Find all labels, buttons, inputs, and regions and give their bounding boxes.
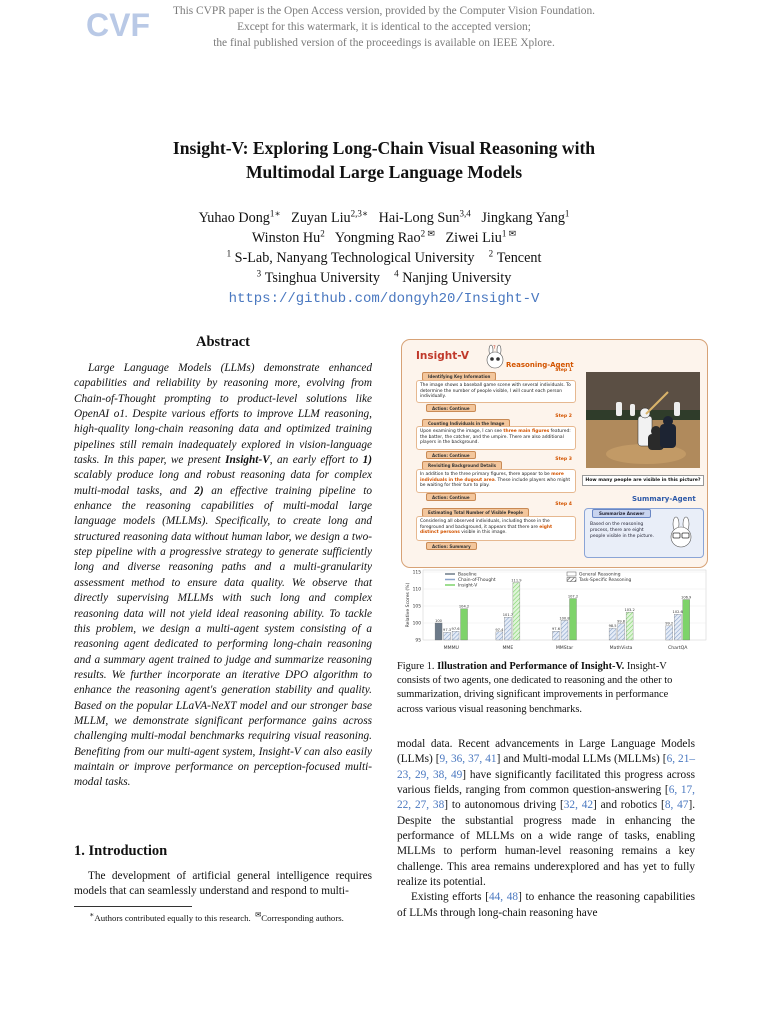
affiliation: Tsinghua University — [264, 270, 380, 286]
citation-link[interactable]: 44, 48 — [489, 891, 519, 904]
step-pill: Counting Individuals in the Image — [422, 419, 510, 428]
citation-link[interactable]: 6, 21–23, 29, 38, 49 — [397, 753, 695, 781]
x-tick-label: MMStar — [555, 646, 574, 651]
legend-label: General Reasoning — [579, 572, 621, 578]
bar-value-label: 98.5 — [608, 624, 617, 629]
affil-sup: 4 — [394, 268, 399, 279]
bar — [570, 599, 577, 640]
text-span: ] and Multi-modal LLMs (MLLMs) [ — [496, 753, 667, 766]
bar-value-label: 100 — [435, 619, 442, 623]
abstract-span: Large Language Models (LLMs) demonstrate enhanced capabilities and reliability by reasoning more, evolving from Chain-of-Thought prompting to product-level solutions like OpenAI o1. Despite various efforts to improve LLM reasoning, high-quality long-chain reasoning data and optimized training pipelines still remain inadequately explored in vision-language tasks. In this paper, we present — [74, 362, 372, 467]
bar — [513, 583, 520, 640]
affil-sup: 2 — [488, 248, 494, 259]
step-pill: Revisiting Background Details — [422, 461, 502, 470]
reasoning-agent-label: Reasoning-Agent — [506, 361, 574, 369]
intro-paragraph — [397, 890, 695, 921]
y-tick-label: 110 — [412, 587, 421, 593]
footnote-mark: ∗ — [89, 910, 95, 919]
author-sup: 1∗ — [269, 208, 281, 219]
rabbit-mascot-icon — [666, 516, 696, 550]
x-tick-label: MathVista — [609, 646, 633, 651]
author-name: Yuhao Dong — [198, 210, 270, 226]
bar-value-label: 101.7 — [502, 613, 514, 618]
bar — [609, 628, 616, 640]
y-axis-label: Relative Scores (%) — [406, 582, 411, 628]
abstract-bold: 1) — [362, 454, 372, 467]
step-action: Action: Continue — [426, 404, 476, 412]
step-action: Action: Continue — [426, 493, 476, 501]
author-block — [84, 208, 684, 309]
step-text: The image shows a baseball game scene with several individuals. To determine the number of people visible, I will count each person individually. — [420, 383, 571, 400]
figure-illustration — [401, 339, 708, 568]
section-heading-introduction: 1. Introduction — [74, 843, 168, 859]
citation-link[interactable]: 6, 17, 22, 27, 38 — [397, 784, 696, 812]
author-sup: 1 ✉ — [501, 228, 517, 239]
bar-value-label: 107.2 — [567, 594, 579, 599]
step-tag: Step 4 — [555, 502, 572, 507]
author-name: Jingkang Yang — [481, 210, 565, 226]
summary-text: Based on the reasoning process, there are eight people visible in the picture. — [590, 522, 654, 539]
affiliation: S-Lab, Nanyang Technological University — [234, 250, 475, 266]
step-action: Action: Summary — [426, 542, 477, 550]
bar-value-label: 97.6 — [551, 627, 561, 632]
step-box — [416, 516, 576, 541]
caption-label: Figure 1. — [397, 661, 435, 672]
footnote — [74, 909, 372, 924]
author-name: Zuyan Liu — [291, 210, 351, 226]
abstract-bold: Insight-V — [225, 454, 270, 467]
legend-swatch — [567, 578, 576, 582]
y-tick-label: 105 — [412, 604, 421, 610]
intro-paragraph — [397, 737, 695, 890]
bar — [553, 631, 560, 640]
author-name: Winston Hu — [251, 230, 321, 246]
summary-pill: Summarize Answer — [592, 509, 651, 518]
x-tick-label: ChartQA — [668, 646, 688, 651]
bar — [444, 632, 451, 640]
author-sup: 2,3∗ — [350, 208, 369, 219]
bar-value-label: 106.9 — [681, 595, 692, 600]
step-text: Considering all observed individuals, including those in the foreground and background, it appears that there are — [420, 519, 550, 530]
step-text: In addition to the three primary figures, there appear to be — [420, 472, 552, 477]
bar-value-label: 111.9 — [511, 578, 522, 583]
bar — [618, 624, 625, 640]
affiliations-line-2 — [84, 268, 684, 288]
author-name: Hai-Long Sun — [378, 210, 460, 226]
intro-text-right — [397, 737, 695, 921]
affiliation: Tencent — [496, 250, 542, 266]
footnote-text: Corresponding authors. — [261, 912, 344, 923]
bar — [504, 617, 511, 640]
x-tick-label: MMMU — [443, 646, 459, 651]
bar — [626, 612, 633, 640]
author-sup: 3,4 — [459, 208, 471, 219]
abstract-span: an effective training pipeline to enhance the reasoning capabilities of multi-modal large language models (MLLMs). Specifically, to create long and structured reasoning data without human labor, we design a two-step pipeline with a progressive strategy to generate sufficiently long and diverse reasoning paths and a multi-granularity assessment method to ensure data quality. We observe that directly supervising MLLMs with such long and complex reasoning data will not yield ideal reasoning ability. To tackle this problem, we design a multi-agent system consisting of a reasoning agent dedicated to performing long-chain reasoning and a summary agent trained to judge and summarize reasoning results. We further incorporate an iterative DPO algorithm to enhance the reasoning agent's generation stability and quality. Based on the popular LLaVA-NeXT model and our stronger base MLLM, we demonstrate significant performance gains across challenging multi-modal benchmarks requiring visual reasoning. Benefiting from our multi-agent system, Insight-V can also easily maintain or improve performance on perception-focused multi-modal tasks. — [74, 484, 372, 789]
step-highlight: three main figures — [503, 429, 550, 434]
step-highlight: more individuals in the dugout area — [420, 472, 564, 483]
authors-line-1 — [84, 208, 684, 228]
intro-text-left — [74, 869, 372, 900]
footnote-rule — [74, 906, 192, 907]
step-tag: Step 1 — [555, 368, 572, 373]
step-pill: Estimating Total Number of Visible People — [422, 508, 529, 517]
bar — [561, 620, 568, 640]
performance-chart — [401, 568, 708, 656]
step-text: visible in this image. — [459, 530, 507, 536]
bar-value-label: 97.4 — [495, 627, 504, 632]
step-box — [416, 469, 576, 493]
text-span: modal data. Recent advancements in Large Language Models (LLMs) [ — [397, 738, 695, 766]
author-sup: 2 — [320, 228, 325, 239]
bar — [683, 600, 690, 640]
watermark-line: This CVPR paper is the Open Access version, provided by the Computer Vision Foundation. — [172, 5, 596, 17]
cvf-logo — [84, 6, 150, 43]
watermark-line: Except for this watermark, it is identical to the accepted version; — [237, 21, 531, 33]
author-name: Ziwei Liu — [445, 230, 502, 246]
y-tick-label: 95 — [415, 638, 421, 644]
step-highlight: eight distinct persons — [420, 524, 553, 536]
affil-sup: 1 — [226, 248, 232, 259]
legend-label: Task-Specific Reasoning — [579, 578, 632, 583]
step-box — [416, 426, 576, 450]
legend-label: Chain-of-Thought — [458, 578, 496, 583]
baseball-photo — [586, 372, 700, 468]
legend-label: Insight-V — [458, 583, 478, 589]
bar-value-label: 99.8 — [617, 619, 626, 624]
abstract-heading: Abstract — [196, 334, 250, 350]
paper-title — [84, 136, 684, 184]
abstract-bold: 2) — [194, 484, 204, 497]
caption-bold: Illustration and Performance of Insight-V. — [437, 661, 625, 672]
bar-value-label: 97.6 — [451, 627, 460, 632]
text-span: ] to enhance the reasoning capabilities of LLMs through long-chain reasoning have — [397, 891, 695, 919]
author-sup: 1 — [564, 208, 570, 219]
text-span: ] to autonomous driving [ — [444, 799, 564, 812]
y-tick-label: 115 — [412, 570, 421, 576]
affil-sup: 3 — [256, 268, 262, 279]
figure-title: Insight-V — [416, 350, 469, 362]
bar — [496, 632, 503, 640]
citation-link[interactable]: 9, 36, 37, 41 — [439, 753, 497, 766]
step-tag: Step 2 — [555, 414, 572, 419]
abstract-text — [74, 361, 372, 791]
bar-value-label: 100.8 — [559, 616, 570, 621]
abstract-span: scalably produce long and robust reasoning data for complex multi-modal tasks, and — [74, 469, 372, 497]
affiliation: Nanjing University — [402, 270, 512, 286]
watermark — [150, 3, 618, 51]
mail-icon: ✉ — [255, 910, 262, 919]
y-tick-label: 100 — [412, 621, 421, 627]
step-text: . These include players who might be waiting for their turn to play. — [420, 477, 571, 489]
step-tag: Step 3 — [555, 457, 572, 462]
rabbit-mascot-icon — [484, 344, 506, 370]
bar — [435, 623, 442, 640]
bar-value-label: 104.2 — [458, 604, 470, 609]
figure-caption — [397, 660, 695, 717]
citation-link[interactable]: 8, 47 — [664, 799, 689, 812]
bar-value-label: 102.6 — [672, 610, 683, 615]
abstract-span: , an early effort to — [269, 454, 363, 467]
step-text: featured: the batter, the catcher, and the umpire. There are also additional players in the background. — [420, 429, 571, 446]
affiliations-line-1 — [84, 248, 684, 268]
x-tick-label: MME — [502, 646, 514, 651]
legend-swatch — [567, 572, 576, 576]
summary-agent-label: Summary-Agent — [632, 495, 696, 503]
github-link[interactable]: https://github.com/dongyh20/Insight-V — [228, 291, 540, 307]
cvf-logo-text: CVF — [86, 7, 150, 43]
title-line: Multimodal Large Language Models — [245, 162, 523, 182]
bar-value-label: 103.2 — [624, 608, 635, 613]
bar — [674, 614, 681, 640]
author-name: Yongming Rao — [334, 230, 421, 246]
step-action: Action: Continue — [426, 451, 476, 459]
question-box: How many people are visible in this picture? — [582, 475, 704, 486]
bar — [452, 631, 459, 640]
svg-text:?: ? — [493, 345, 496, 351]
footnote-text: Authors contributed equally to this research. — [94, 912, 251, 923]
step-box — [416, 380, 576, 403]
step-pill: Identifying Key Information — [422, 372, 496, 381]
watermark-line: the final published version of the proceedings is available on IEEE Xplore. — [213, 37, 555, 49]
text-span: ] have significantly facilitated this progress across various fields, ranging from common question-answering [ — [397, 768, 696, 797]
bar — [461, 609, 468, 640]
text-span: ] and robotics [ — [593, 799, 665, 812]
citation-link[interactable]: 32, 42 — [563, 799, 594, 812]
bar — [666, 626, 673, 640]
step-text: Upon examining the image, I can see — [420, 429, 504, 434]
bar-value-label: 99.2 — [665, 621, 674, 626]
text-span: Existing efforts [ — [411, 891, 489, 904]
authors-line-2 — [84, 228, 684, 248]
author-sup: 2 ✉ — [420, 228, 435, 239]
intro-paragraph: The development of artificial general intelligence requires models that can seamlessly understand and respond to multi- — [74, 870, 372, 898]
caption-text: Insight-V consists of two agents, one dedicated to reasoning and the other to summarization, driving significant improvements in performance across various visual reasoning benchmarks. — [397, 661, 673, 715]
bar-value-label: 97.3 — [443, 628, 452, 633]
legend-label: Baseline — [458, 572, 477, 578]
text-span: ]. Despite the substantial progress made in enhancing the performance of MLLMs on a wide range of tasks, enabling MLLMs to perform human-level reasoning remains a key challenge. This area remains underexplored and has yet to fully realize its potential. — [397, 799, 696, 889]
title-line: Insight-V: Exploring Long-Chain Visual Reasoning with — [172, 138, 596, 158]
